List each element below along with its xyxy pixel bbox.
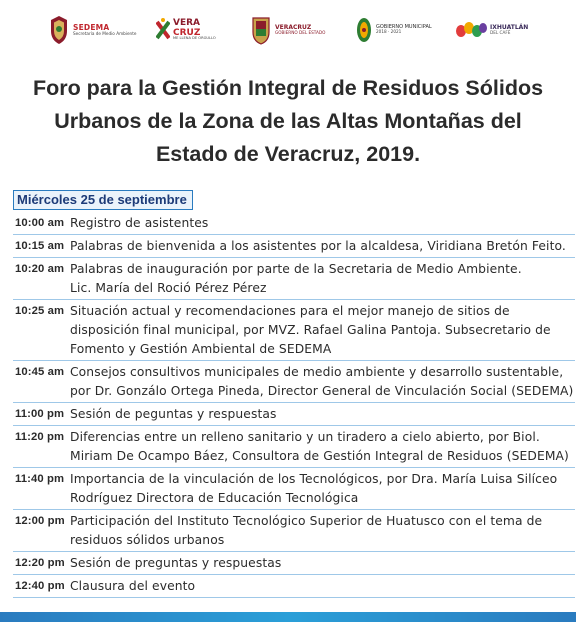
title-line-3: Estado de Veracruz, 2019. — [155, 142, 421, 166]
sedema-subtitle: Secretaría de Medio Ambiente — [73, 30, 137, 36]
schedule-row — [13, 426, 575, 468]
title-line-2: Urbanos de la Zona de las Altas Montañas del — [54, 109, 522, 133]
schedule-row — [13, 403, 575, 426]
schedule-time: 11:00 pm — [15, 408, 65, 420]
gobierno-estado-logo — [250, 12, 325, 48]
schedule-description — [68, 577, 575, 596]
schedule-time: 11:20 pm — [15, 431, 65, 443]
gobierno-municipal-name: GOBIERNO MUNICIPAL — [376, 24, 432, 31]
schedule-description — [68, 237, 575, 256]
description-line: Situación actual y recomendaciones para el mejor manejo de sitios de — [70, 304, 510, 318]
veracruz-line2: CRUZ — [173, 27, 201, 38]
schedule-time: 10:00 am — [15, 217, 65, 229]
schedule-time: 10:20 am — [15, 263, 65, 275]
veracruz-subtitle: ME LLENA DE ORGULLO — [173, 36, 216, 41]
schedule-row — [13, 552, 575, 575]
logo-bar — [0, 12, 576, 48]
ixhuatlan-subtitle: DEL CAFÉ — [490, 29, 511, 35]
description-line: Importancia de la vinculación de los Tecnológicos, por Dra. María Luisa Silíceo — [70, 472, 558, 486]
sedema-name: SEDEMA — [73, 22, 110, 32]
schedule-time: 12:00 pm — [15, 515, 65, 527]
description-line: por Dr. Gonzálo Ortega Pineda, Director General de Vinculación Social (SEDEMA) — [70, 384, 574, 398]
ixhuatlan-name: IXHUATLÁN — [490, 23, 529, 31]
coffee-beans-icon — [455, 19, 487, 41]
schedule-description — [68, 470, 575, 508]
schedule-row — [13, 468, 575, 510]
footer-bar — [0, 612, 576, 622]
description-line: Consejos consultivos municipales de medio ambiente y desarrollo sustentable, — [70, 365, 564, 379]
description-line: residuos sólidos urbanos — [70, 533, 225, 547]
day-label: Miércoles 25 de septiembre — [13, 190, 193, 210]
schedule-time: 12:40 pm — [15, 580, 65, 592]
schedule-description — [68, 363, 575, 401]
description-line: Registro de asistentes — [70, 216, 209, 230]
schedule-description — [68, 302, 575, 359]
veracruz-logo — [156, 12, 216, 48]
schedule-row — [13, 212, 575, 235]
ixhuatlan-logo — [455, 12, 528, 48]
schedule-description — [68, 214, 575, 233]
schedule-row — [13, 510, 575, 552]
veracruz-x-icon — [156, 16, 170, 44]
sedema-logo — [48, 12, 136, 48]
schedule-description — [68, 512, 575, 550]
description-line: Palabras de bienvenida a los asistentes por la alcaldesa, Viridiana Bretón Feito. — [70, 239, 566, 253]
description-line: disposición final municipal, por MVZ. Rafael Galina Pantoja. Subsecretario de — [70, 323, 551, 337]
schedule-row — [13, 300, 575, 361]
state-coat-of-arms-icon — [250, 15, 272, 45]
gobierno-estado-name: VERACRUZ — [275, 23, 312, 31]
description-line: Lic. María del Roció Pérez Pérez — [70, 281, 267, 295]
schedule-table — [13, 189, 575, 598]
description-line: Diferencias entre un relleno sanitario y un tiradero a cielo abierto, por Biol. — [70, 430, 540, 444]
schedule-row — [13, 575, 575, 598]
gobierno-estado-subtitle: GOBIERNO DEL ESTADO — [275, 29, 326, 35]
schedule-row — [13, 258, 575, 300]
description-line: Participación del Instituto Tecnológico Superior de Huatusco con el tema de — [70, 514, 543, 528]
schedule-time: 10:15 am — [15, 240, 65, 252]
description-line: Fomento y Gestión Ambiental de SEDEMA — [70, 342, 332, 356]
schedule-time: 12:20 pm — [15, 557, 65, 569]
description-line: Rodríguez Directora de Educación Tecnológica — [70, 491, 359, 505]
description-line: Miriam De Ocampo Báez, Consultora de Gestión Integral de Residuos (SEDEMA) — [70, 449, 569, 463]
description-line: Sesión de preguntas y respuestas — [70, 556, 282, 570]
gobierno-municipal-logo — [355, 12, 432, 48]
description-line: Sesión de peguntas y respuestas — [70, 407, 277, 421]
schedule-description — [68, 405, 575, 424]
schedule-description — [68, 554, 575, 573]
description-line: Clausura del evento — [70, 579, 196, 593]
schedule-row — [13, 361, 575, 403]
description-line: Palabras de inauguración por parte de la Secretaria de Medio Ambiente. — [70, 262, 522, 276]
municipal-emblem-icon — [355, 15, 373, 45]
schedule-time: 10:25 am — [15, 305, 65, 317]
veracruz-line1: VERA — [173, 18, 201, 29]
title-line-1: Foro para la Gestión Integral de Residuos Sólidos — [32, 76, 544, 100]
page-title — [0, 72, 576, 171]
sedema-emblem-icon — [48, 15, 70, 45]
schedule-row — [13, 235, 575, 258]
schedule-description — [68, 428, 575, 466]
schedule-time: 10:45 am — [15, 366, 65, 378]
schedule-description — [68, 260, 575, 298]
schedule-rows — [13, 212, 575, 598]
schedule-time: 11:40 pm — [15, 473, 65, 485]
gobierno-municipal-subtitle: 2018 · 2021 — [376, 29, 402, 35]
